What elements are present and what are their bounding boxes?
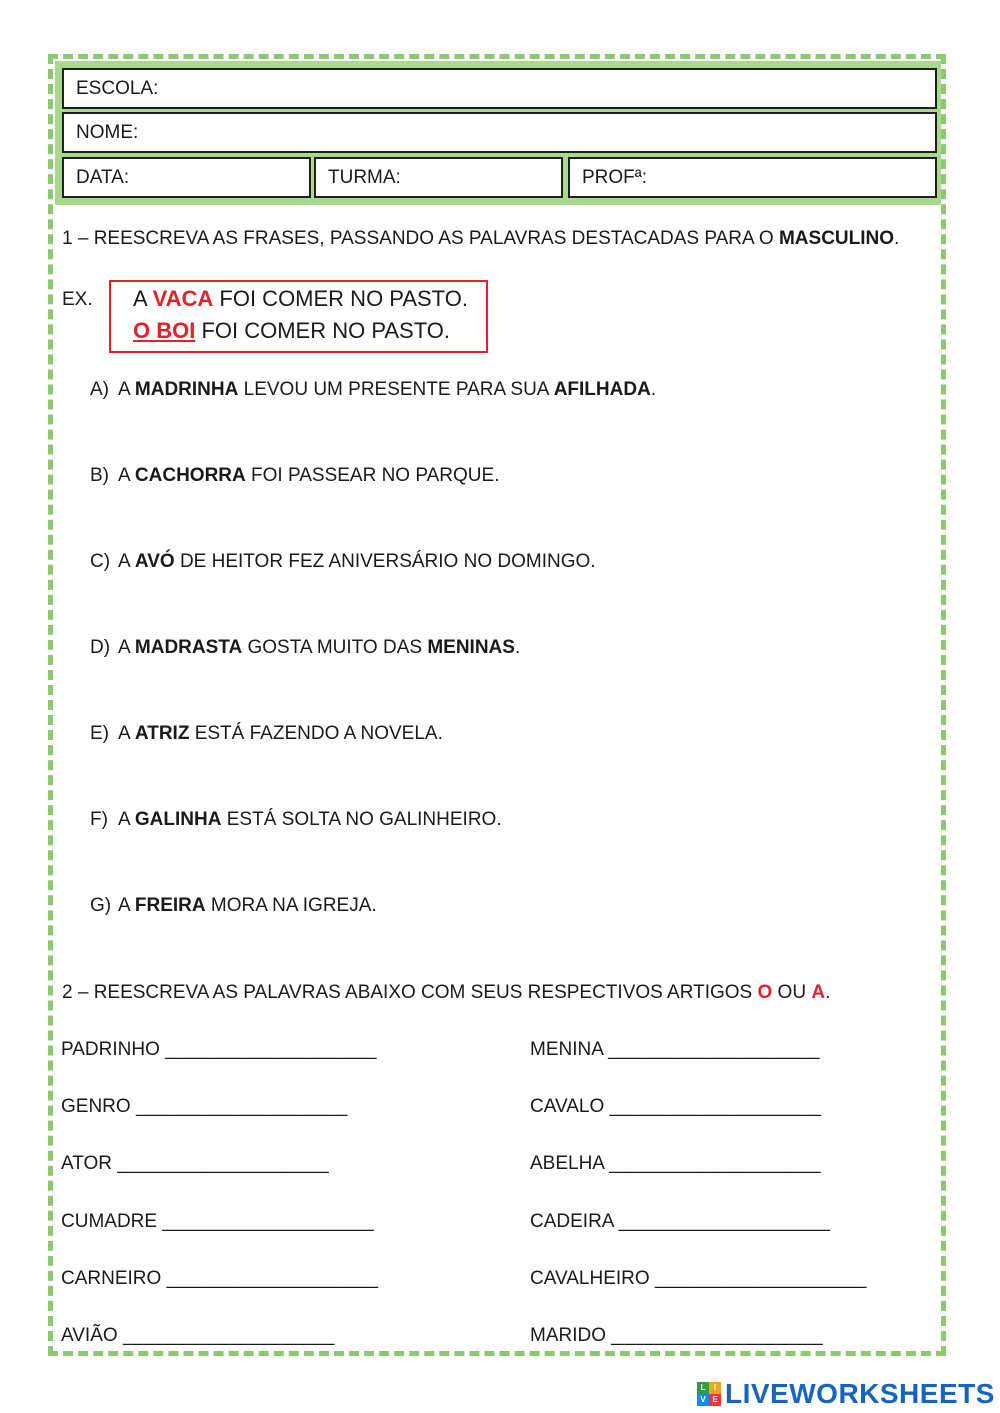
article-a: A (811, 982, 826, 1003)
highlighted-word: FREIRA (134, 895, 206, 916)
word-right-3: CADEIRA ____________________ (530, 1211, 831, 1232)
liveworksheets-text: LIVEWORKSHEETS (725, 1378, 995, 1409)
sentence-text: ESTÁ FAZENDO A NOVELA. (189, 723, 443, 744)
escola-field[interactable] (62, 68, 937, 109)
sentence-text: LEVOU UM PRESENTE PARA SUA (238, 379, 554, 400)
sentence-text: A (118, 465, 135, 486)
nome-label: NOME: (76, 121, 139, 143)
highlighted-word: MENINAS (427, 637, 515, 658)
q1-item-c (90, 551, 596, 573)
q1-item-b (90, 465, 499, 487)
sentence-text: A (118, 637, 135, 658)
highlighted-word: MADRASTA (134, 637, 243, 658)
turma-label: TURMA: (328, 166, 401, 188)
highlighted-word: AVÓ (134, 551, 175, 572)
item-label: C) (90, 551, 111, 572)
prof-label: PROFª: (582, 166, 648, 188)
data-label: DATA: (76, 166, 130, 188)
item-label: B) (90, 465, 109, 486)
word-right-4: CAVALHEIRO ____________________ (530, 1268, 867, 1289)
highlighted-word: ATRIZ (134, 723, 190, 744)
nome-field[interactable] (62, 112, 937, 153)
sentence-text: ESTÁ SOLTA NO GALINHEIRO. (221, 809, 502, 830)
masculino-word: MASCULINO (778, 228, 895, 249)
word-right-1: CAVALO ____________________ (530, 1096, 821, 1117)
sentence-text: DE HEITOR FEZ ANIVERSÁRIO NO DOMINGO. (174, 551, 596, 572)
example-line-1: A VACA FOI COMER NO PASTO. (133, 286, 468, 311)
word-left-2: ATOR ____________________ (61, 1153, 329, 1174)
q1-item-e (90, 723, 443, 745)
word-left-4: CARNEIRO ____________________ (61, 1268, 378, 1289)
turma-field[interactable] (314, 157, 563, 198)
word-right-0: MENINA ____________________ (530, 1039, 820, 1060)
sentence-text: MORA NA IGREJA. (205, 895, 377, 916)
highlighted-word: AFILHADA (553, 379, 651, 400)
highlighted-word: MADRINHA (134, 379, 239, 400)
sentence-text: GOSTA MUITO DAS (242, 637, 428, 658)
liveworksheets-mark-icon: L I V E (697, 1382, 721, 1406)
sentence-text: A (118, 723, 135, 744)
word-right-2: ABELHA ____________________ (530, 1153, 821, 1174)
q1-item-g (90, 895, 377, 917)
word-left-3: CUMADRE ____________________ (61, 1211, 374, 1232)
sentence-text: . (650, 379, 657, 400)
example-label: EX. (62, 289, 93, 310)
word-left-5: AVIÃO ____________________ (61, 1325, 335, 1346)
word-left-0: PADRINHO ____________________ (61, 1039, 377, 1060)
escola-label: ESCOLA: (76, 77, 159, 99)
word-left-1: GENRO ____________________ (61, 1096, 348, 1117)
q2-instruction: 2 – REESCREVA AS PALAVRAS ABAIXO COM SEUS RESPECTIVOS ARTIGOS O OU A. (62, 982, 831, 1003)
sentence-text: A (118, 551, 135, 572)
item-label: E) (90, 723, 109, 744)
data-field[interactable] (62, 157, 311, 198)
q1-item-a (90, 379, 656, 401)
item-label: A) (90, 379, 109, 400)
article-o: O (757, 982, 773, 1003)
q1-instruction: 1 – REESCREVA AS FRASES, PASSANDO AS PALAVRAS DESTACADAS PARA O MASCULINO. (62, 228, 900, 249)
q1-item-f (90, 809, 502, 831)
q1-item-d (90, 637, 520, 659)
highlighted-word: CACHORRA (134, 465, 246, 486)
sentence-text: A (118, 379, 135, 400)
sentence-text: A (118, 895, 135, 916)
word-right-5: MARIDO ____________________ (530, 1325, 823, 1346)
sentence-text: A (118, 809, 135, 830)
highlighted-word: GALINHA (134, 809, 222, 830)
item-label: F) (90, 809, 108, 830)
sentence-text: FOI PASSEAR NO PARQUE. (245, 465, 500, 486)
example-highlight-vaca: VACA (152, 286, 214, 311)
example-box (109, 280, 488, 353)
sentence-text: . (514, 637, 521, 658)
liveworksheets-logo (697, 1377, 995, 1411)
prof-field[interactable] (568, 157, 937, 198)
example-highlight-boi: O BOI (133, 318, 196, 343)
item-label: G) (90, 895, 112, 916)
item-label: D) (90, 637, 111, 658)
example-line-2: O BOI FOI COMER NO PASTO. (133, 318, 450, 343)
